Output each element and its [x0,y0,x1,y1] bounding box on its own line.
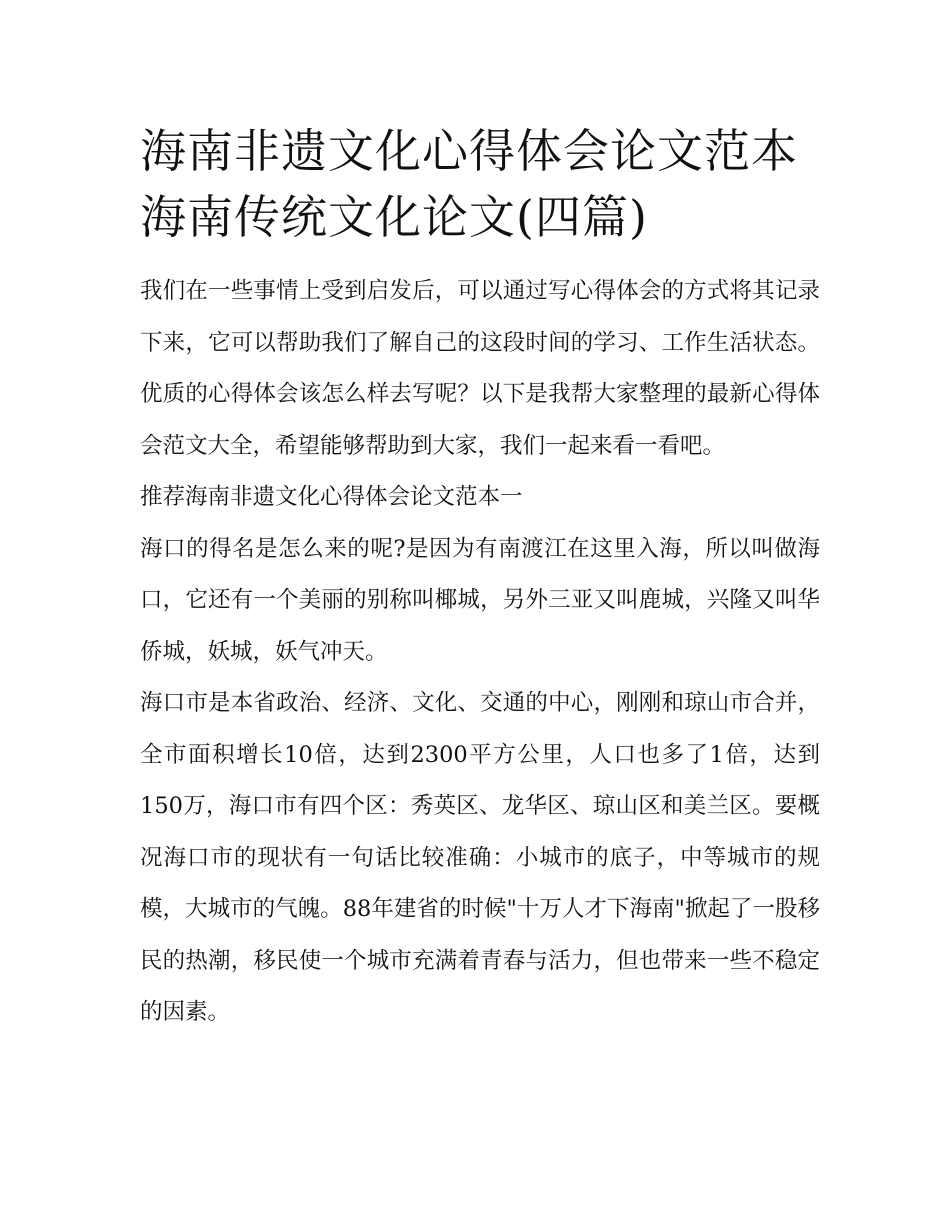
section-heading: 推荐海南非遗文化心得体会论文范本一 [140,484,523,510]
document-page [140,118,820,1039]
body-paragraph-haikou-name: 海口的得名是怎么来的呢?是因为有南渡江在这里入海，所以叫做海口，它还有一个美丽的别称叫椰城，另外三亚又叫鹿城，兴隆又叫华侨城，妖城，妖气冲天。 [140,535,820,665]
body-paragraph-haikou-city: 海口市是本省政治、经济、文化、交通的中心，刚刚和琼山市合并，全市面积增长10倍，达到2300平方公里，人口也多了1倍，达到150万，海口市有四个区：秀英区、龙华区、琼山区和美兰区。要概况海口市的现状有一句话比较准确：小城市的底子，中等城市的规模，大城市的气魄。88年建省的时候"十万人才下海南"掀起了一股移民的热潮，移民使一个城市充满着青春与活力，但也带来一些不稳定的因素。 [140,690,820,1025]
document-title: 海南非遗文化心得体会论文范本 海南传统文化论文(四篇) [140,124,798,244]
intro-paragraph: 我们在一些事情上受到启发后，可以通过写心得体会的方式将其记录下来，它可以帮助我们了解自己的这段时间的学习、工作生活状态。优质的心得体会该怎么样去写呢？以下是我帮大家整理的最新心得体会范文大全，希望能够帮助到大家，我们一起来看一看吧。 [140,278,820,459]
